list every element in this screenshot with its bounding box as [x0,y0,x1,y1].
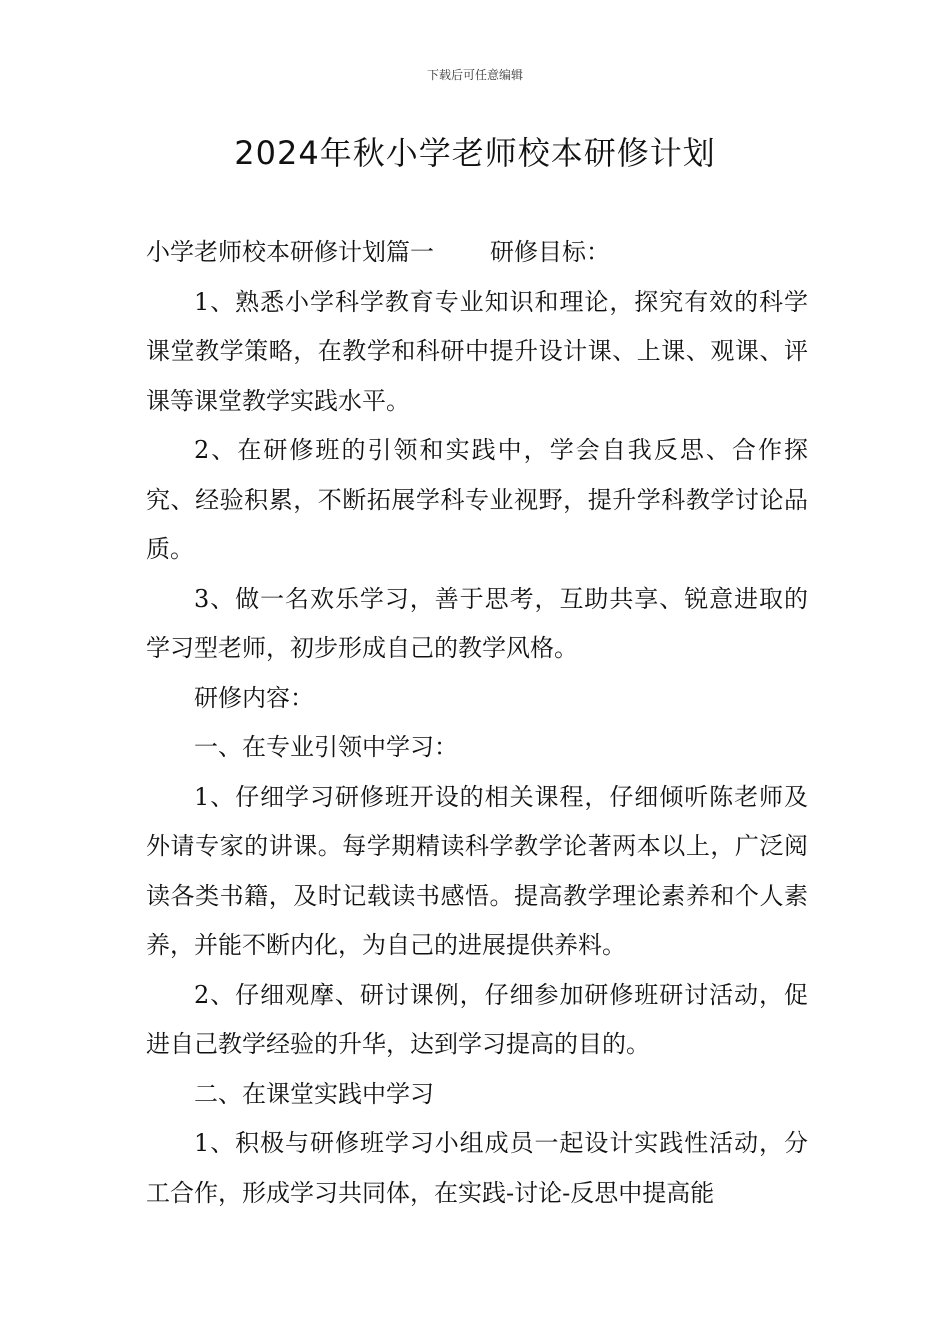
section-heading-content: 研修内容： [194,683,314,712]
document-title: 2024年秋小学老师校本研修计划 [234,134,716,172]
paragraph-goal-2: 2、在研修班的引领和实践中，学会自我反思、合作探究、经验积累，不断拓展学科专业视野，提升学科教学讨论品质。 [146,436,808,563]
subsection-heading-1: 一、在专业引领中学习： [194,733,458,761]
paragraph-goal-1: 1、熟悉小学科学教育专业知识和理论，探究有效的科学课堂教学策略，在教学和科研中提升设计课、上课、观课、评课等课堂教学实践水平。 [146,287,808,415]
subsection-heading-2: 二、在课堂实践中学习 [194,1079,434,1108]
document-body [146,228,808,1218]
header-note: 下载后可任意编辑 [426,68,523,82]
paragraph-content-1-1: 1、仔细学习研修班开设的相关课程，仔细倾听陈老师及外请专家的讲课。每学期精读科学教学论著两本以上，广泛阅读各类书籍，及时记载读书感悟。提高教学理论素养和个人素养，并能不断内化，为自己的进展提供养料。 [146,782,808,959]
intro-paragraph [146,228,808,278]
intro-section-heading: 研修目标： [490,238,610,266]
paragraph-content-2-1: 1、积极与研修班学习小组成员一起设计实践性活动，分工合作，形成学习共同体，在实践-讨论-反思中提高能 [146,1129,808,1207]
paragraph-goal-3: 3、做一名欢乐学习，善于思考，互助共享、锐意进取的学习型老师，初步形成自己的教学风格。 [146,584,808,662]
paragraph-content-1-2: 2、仔细观摩、研讨课例，仔细参加研修班研讨活动，促进自己教学经验的升华，达到学习提高的目的。 [146,980,808,1058]
intro-subtitle: 小学老师校本研修计划篇一 [146,238,434,266]
